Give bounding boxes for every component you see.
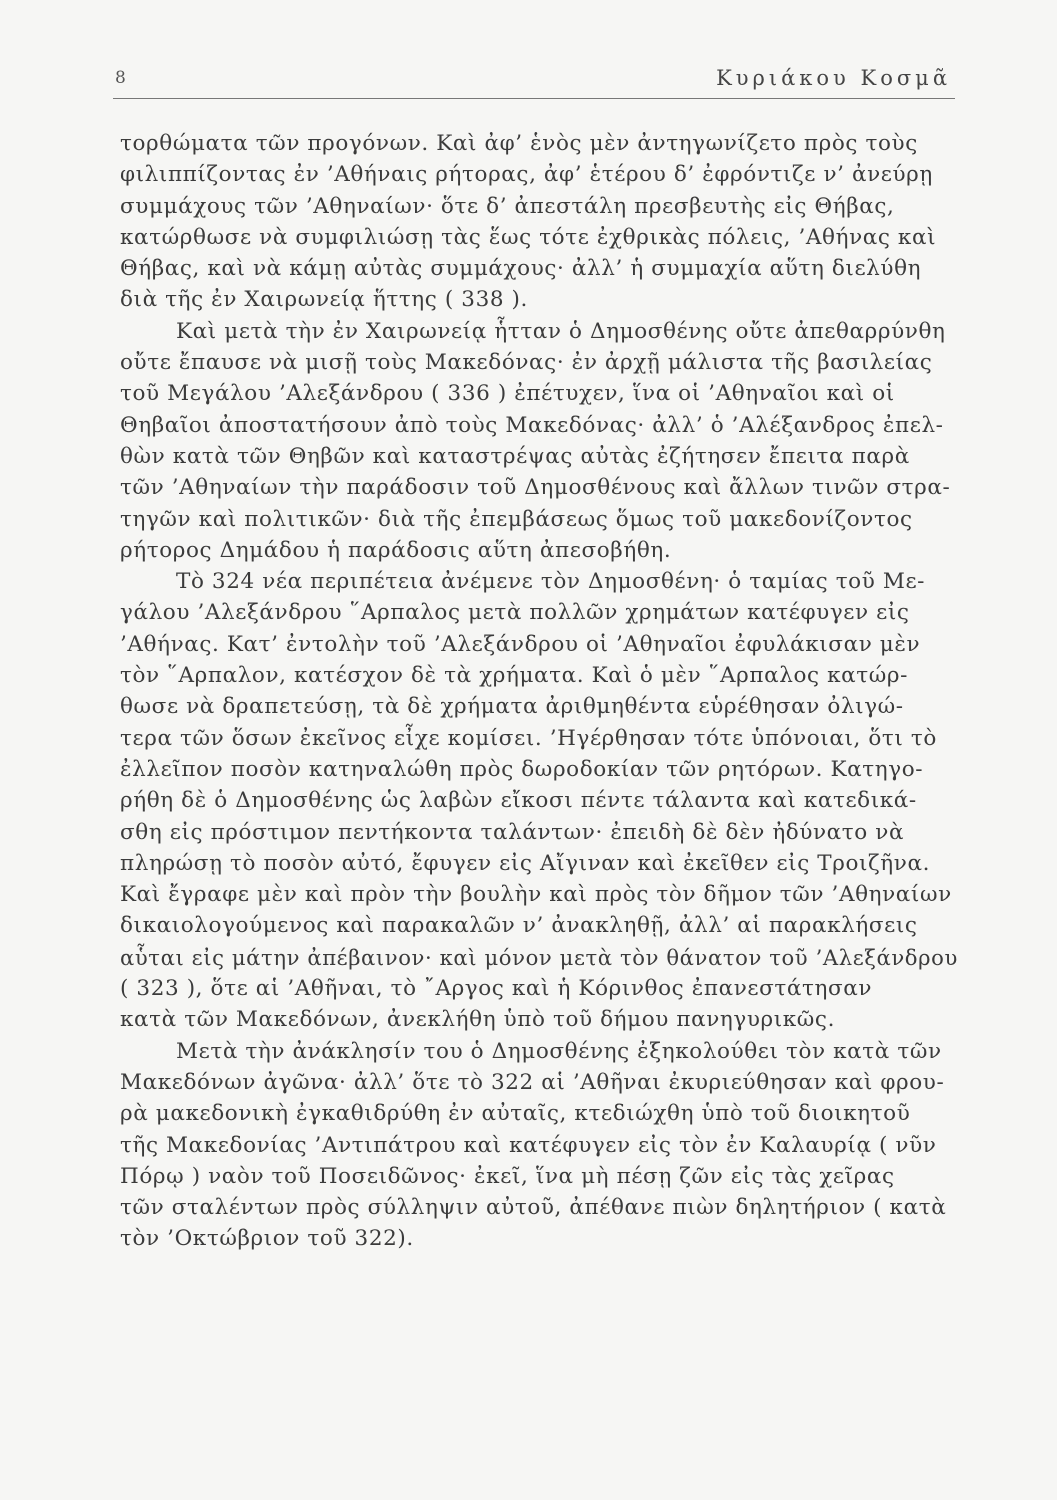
text-line: διὰ τῆς ἐν Χαιρωνείᾳ ἥττης ( 338 ). (120, 287, 528, 313)
page-number: 8 (115, 68, 126, 88)
text-line: τὸν ῞Αρπαλον, κατέσχον δὲ τὰ χρήματα. Καὶ ὁ μὲν ῞Αρπαλος κατώρ- (120, 663, 908, 689)
text-line: Καὶ ἔγραφε μὲν καὶ πρὸν τὴν βουλὴν καὶ πρὸς τὸν δῆμον τῶν ’Αθηναίων (120, 882, 952, 908)
paragraph (120, 566, 960, 1035)
text-line: ρὰ μακεδονικὴ ἐγκαθιδρύθη ἐν αὐταῖς, κτεδιώχθη ὑπὸ τοῦ διοικητοῦ (120, 1101, 911, 1127)
text-line: ’Αθήνας. Κατ’ ἐντολὴν τοῦ ’Αλεξάνδρου οἱ ’Αθηναῖοι ἐφυλάκισαν μὲν (120, 631, 921, 657)
text-line: Θήβας, καὶ νὰ κάμῃ αὐτὰς συμμάχους· ἀλλ’ ἡ συμμαχία αὕτη διελύθη (120, 256, 922, 282)
paragraph (120, 316, 960, 566)
page-header (113, 60, 955, 94)
text-line: πληρώσῃ τὸ ποσὸν αὐτό, ἔφυγεν εἰς Αἴγιναν καὶ ἐκεῖθεν εἰς Τροιζῆνα. (120, 850, 931, 876)
text-line: Τὸ 324 νέα περιπέτεια ἀνέμενε τὸν Δημοσθένη· ὁ ταμίας τοῦ Με- (176, 569, 926, 595)
text-line: θωσε νὰ δραπετεύσῃ, τὰ δὲ χρήματα ἀριθμηθέντα εὑρέθησαν ὀλιγώ- (120, 694, 904, 720)
text-line: γάλου ’Αλεξάνδρου ῞Αρπαλος μετὰ πολλῶν χρημάτων κατέφυγεν εἰς (120, 600, 910, 626)
text-line: τορθώματα τῶν προγόνων. Καὶ ἀφ’ ἑνὸς μὲν ἀντηγωνίζετο πρὸς τοὺς (120, 131, 918, 156)
text-line: ἐλλεῖπον ποσὸν κατηναλώθη πρὸς δωροδοκίαν τῶν ρητόρων. Κατηγο- (120, 756, 924, 782)
text-line: Μετὰ τὴν ἀνάκλησίν του ὁ Δημοσθένης ἐξηκολούθει τὸν κατὰ τῶν (176, 1038, 942, 1064)
text-line: οὔτε ἔπαυσε νὰ μισῇ τοὺς Μακεδόνας· ἐν ἀρχῇ μάλιστα τῆς βασιλείας (120, 350, 933, 376)
paragraph (120, 128, 960, 316)
text-line: κατώρθωσε νὰ συμφιλιώσῃ τὰς ἕως τότε ἐχθρικὰς πόλεις, ’Αθήνας καὶ (120, 224, 937, 250)
running-head: Κυριάκου Κοσμᾶ (716, 66, 951, 90)
text-line: τὸν ’Οκτώβριον τοῦ 322). (120, 1226, 414, 1252)
paragraph (120, 1036, 960, 1255)
text-line: συμμάχους τῶν ’Αθηναίων· ὅτε δ’ ἀπεστάλη πρεσβευτὴς εἰς Θήβας, (120, 193, 895, 219)
text-line: Θηβαῖοι ἀποστατήσουν ἀπὸ τοὺς Μακεδόνας· ἀλλ’ ὁ ’Αλέξανδρος ἐπελ- (120, 412, 944, 438)
text-line: σθη εἰς πρόστιμον πεντήκοντα ταλάντων· ἐπειδὴ δὲ δὲν ἠδύνατο νὰ (120, 819, 905, 845)
text-line: δικαιολογούμενος καὶ παρακαλῶν ν’ ἀνακληθῇ, ἀλλ’ αἱ παρακλήσεις (120, 913, 918, 939)
text-line: Καὶ μετὰ τὴν ἐν Χαιρωνείᾳ ἧτταν ὁ Δημοσθένης οὔτε ἀπεθαρρύνθη (176, 318, 946, 344)
text-line: τηγῶν καὶ πολιτικῶν· διὰ τῆς ἐπεμβάσεως ὅμως τοῦ μακεδονίζοντος (120, 506, 913, 532)
text-line: τῆς Μακεδονίας ’Αντιπάτρου καὶ κατέφυγεν εἰς τὸν ἐν Καλαυρίᾳ ( νῦν (120, 1132, 937, 1158)
body-text (120, 128, 960, 1255)
text-line: Πόρῳ ) ναὸν τοῦ Ποσειδῶνος· ἐκεῖ, ἵνα μὴ πέσῃ ζῶν εἰς τὰς χεῖρας (120, 1163, 895, 1189)
text-line: ρήτορος Δημάδου ἡ παράδοσις αὕτη ἀπεσοβήθη. (120, 537, 672, 563)
text-line: Μακεδόνων ἀγῶνα· ἀλλ’ ὅτε τὸ 322 αἱ ’Αθῆναι ἐκυριεύθησαν καὶ φρου- (120, 1069, 945, 1095)
header-rule (113, 98, 955, 99)
text-line: τερα τῶν ὅσων ἐκεῖνος εἶχε κομίσει. ’Ηγέρθησαν τότε ὑπόνοιαι, ὅτι τὸ (120, 725, 937, 751)
text-line: ρήθη δὲ ὁ Δημοσθένης ὡς λαβὼν εἴκοσι πέντε τάλαντα καὶ κατεδικά- (120, 788, 917, 814)
text-line: τῶν σταλέντων πρὸς σύλληψιν αὐτοῦ, ἀπέθανε πιὼν δηλητήριον ( κατὰ (120, 1195, 947, 1221)
text-line: ( 323 ), ὅτε αἱ ’Αθῆναι, τὸ ῎Αργος καὶ ἡ Κόρινθος ἐπανεστάτησαν (120, 976, 873, 1002)
text-line: κατὰ τῶν Μακεδόνων, ἀνεκλήθη ὑπὸ τοῦ δήμου πανηγυρικῶς. (120, 1007, 836, 1033)
text-line: τοῦ Μεγάλου ’Αλεξάνδρου ( 336 ) ἐπέτυχεν, ἵνα οἱ ’Αθηναῖοι καὶ οἱ (120, 381, 895, 407)
text-line: τῶν ’Αθηναίων τὴν παράδοσιν τοῦ Δημοσθένους καὶ ἄλλων τινῶν στρα- (120, 475, 951, 501)
text-line: φιλιππίζοντας ἐν ’Αθήναις ρήτορας, ἀφ’ ἑτέρου δ’ ἐφρόντιζε ν’ ἀνεύρῃ (120, 162, 933, 188)
text-line: θὼν κατὰ τῶν Θηβῶν καὶ καταστρέψας αὐτὰς ἐζήτησεν ἔπειτα παρὰ (120, 443, 910, 469)
text-line: αὗται εἰς μάτην ἀπέβαινον· καὶ μόνον μετὰ τὸν θάνατον τοῦ ’Αλεξάνδρου (120, 944, 958, 970)
